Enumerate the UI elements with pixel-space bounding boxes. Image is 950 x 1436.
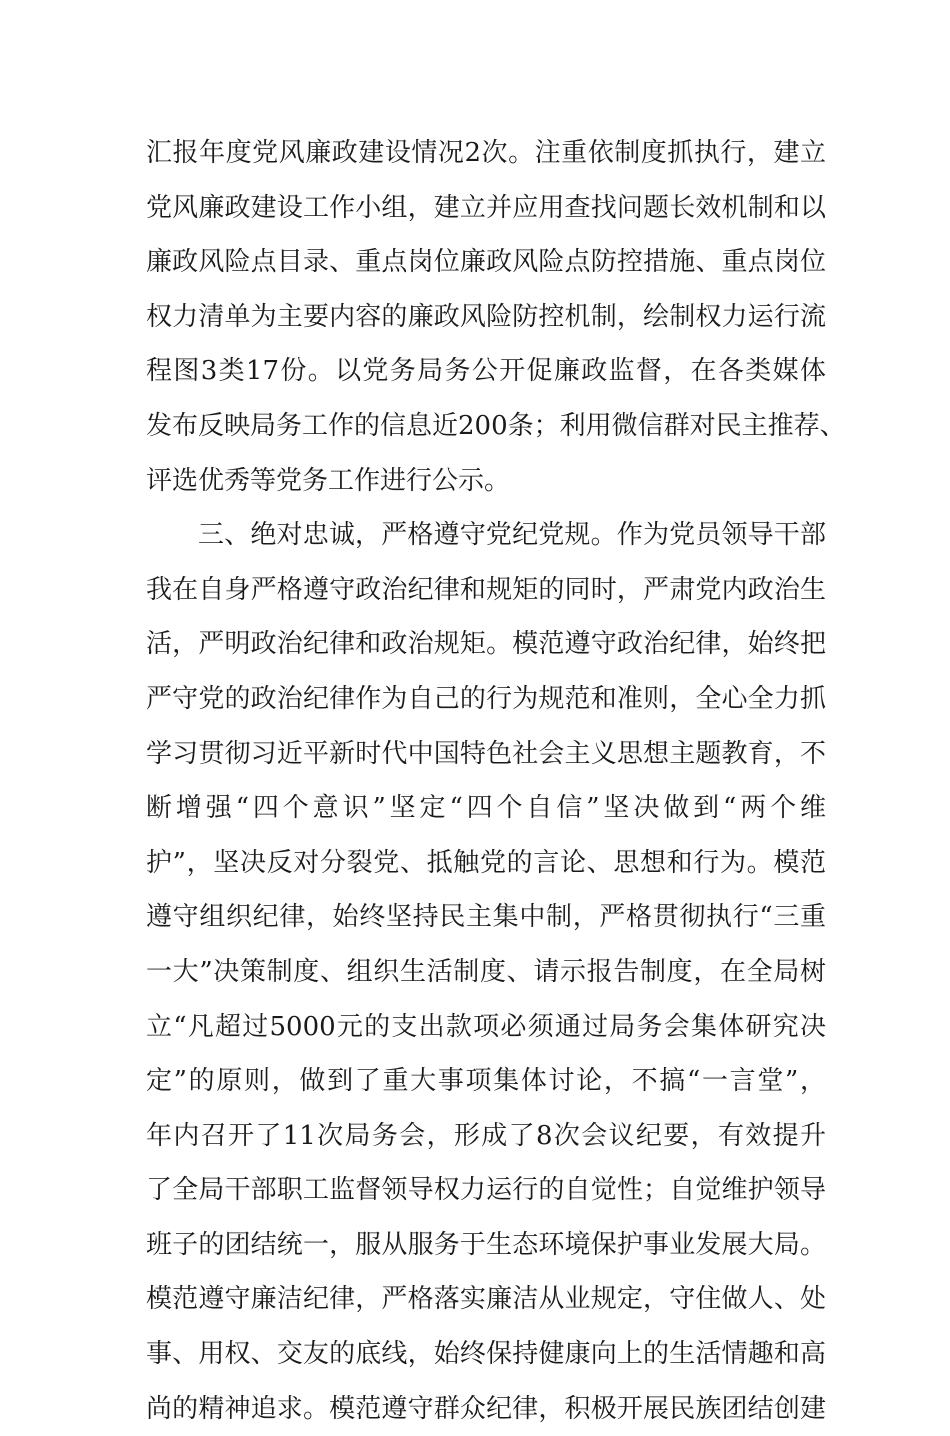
- section-heading-line: 三、绝对忠诚，严格遵守党纪党规。作为党员领导干部: [198, 520, 826, 551]
- text-line: 班子的团结统一，服从服务于生态环境保护事业发展大局。: [146, 1229, 826, 1260]
- text-line: 断增强“四个意识”坚定“四个自信”坚决做到“两个维: [146, 793, 826, 824]
- text-line: 权力清单为主要内容的廉政风险防控机制，绘制权力运行流: [146, 301, 826, 332]
- text-line: 发布反映局务工作的信息近200条；利用微信群对民主推荐、: [146, 410, 846, 441]
- text-line: 了全局干部职工监督领导权力运行的自觉性；自觉维护领导: [146, 1175, 826, 1206]
- body-text: [146, 126, 846, 1436]
- text-line: 遵守组织纪律，始终坚持民主集中制，严格贯彻执行“三重: [146, 902, 826, 933]
- text-line: 我在自身严格遵守政治纪律和规矩的同时，严肃党内政治生: [146, 574, 826, 605]
- text-line: 严守党的政治纪律作为自己的行为规范和准则，全心全力抓: [146, 683, 826, 714]
- text-line: 事、用权、交友的底线，始终保持健康向上的生活情趣和高: [146, 1339, 826, 1370]
- text-line: 尚的精神追求。模范遵守群众纪律，积极开展民族团结创建: [146, 1393, 826, 1424]
- text-line: 学习贯彻习近平新时代中国特色社会主义思想主题教育，不: [146, 738, 826, 769]
- text-line: 年内召开了11次局务会，形成了8次会议纪要，有效提升: [146, 1120, 826, 1151]
- text-line: 廉政风险点目录、重点岗位廉政风险点防控措施、重点岗位: [146, 247, 826, 278]
- text-line: 汇报年度党风廉政建设情况2次。注重依制度抓执行，建立: [146, 138, 826, 168]
- text-line: 程图3类17份。以党务局务公开促廉政监督，在各类媒体: [146, 356, 826, 387]
- text-line: 护”，坚决反对分裂党、抵触党的言论、思想和行为。模范: [146, 847, 826, 878]
- text-line: 党风廉政建设工作小组，建立并应用查找问题长效机制和以: [146, 192, 826, 223]
- text-line: 定”的原则，做到了重大事项集体讨论，不搞“一言堂”，: [146, 1066, 826, 1097]
- text-line: 活，严明政治纪律和政治规矩。模范遵守政治纪律，始终把: [146, 629, 826, 660]
- text-line: 一大”决策制度、组织生活制度、请示报告制度，在全局树: [146, 956, 826, 987]
- text-line: 立“凡超过5000元的支出款项必须通过局务会集体研究决: [146, 1011, 826, 1042]
- text-line: 模范遵守廉洁纪律，严格落实廉洁从业规定，守住做人、处: [146, 1284, 826, 1315]
- text-line: 评选优秀等党务工作进行公示。: [146, 465, 511, 496]
